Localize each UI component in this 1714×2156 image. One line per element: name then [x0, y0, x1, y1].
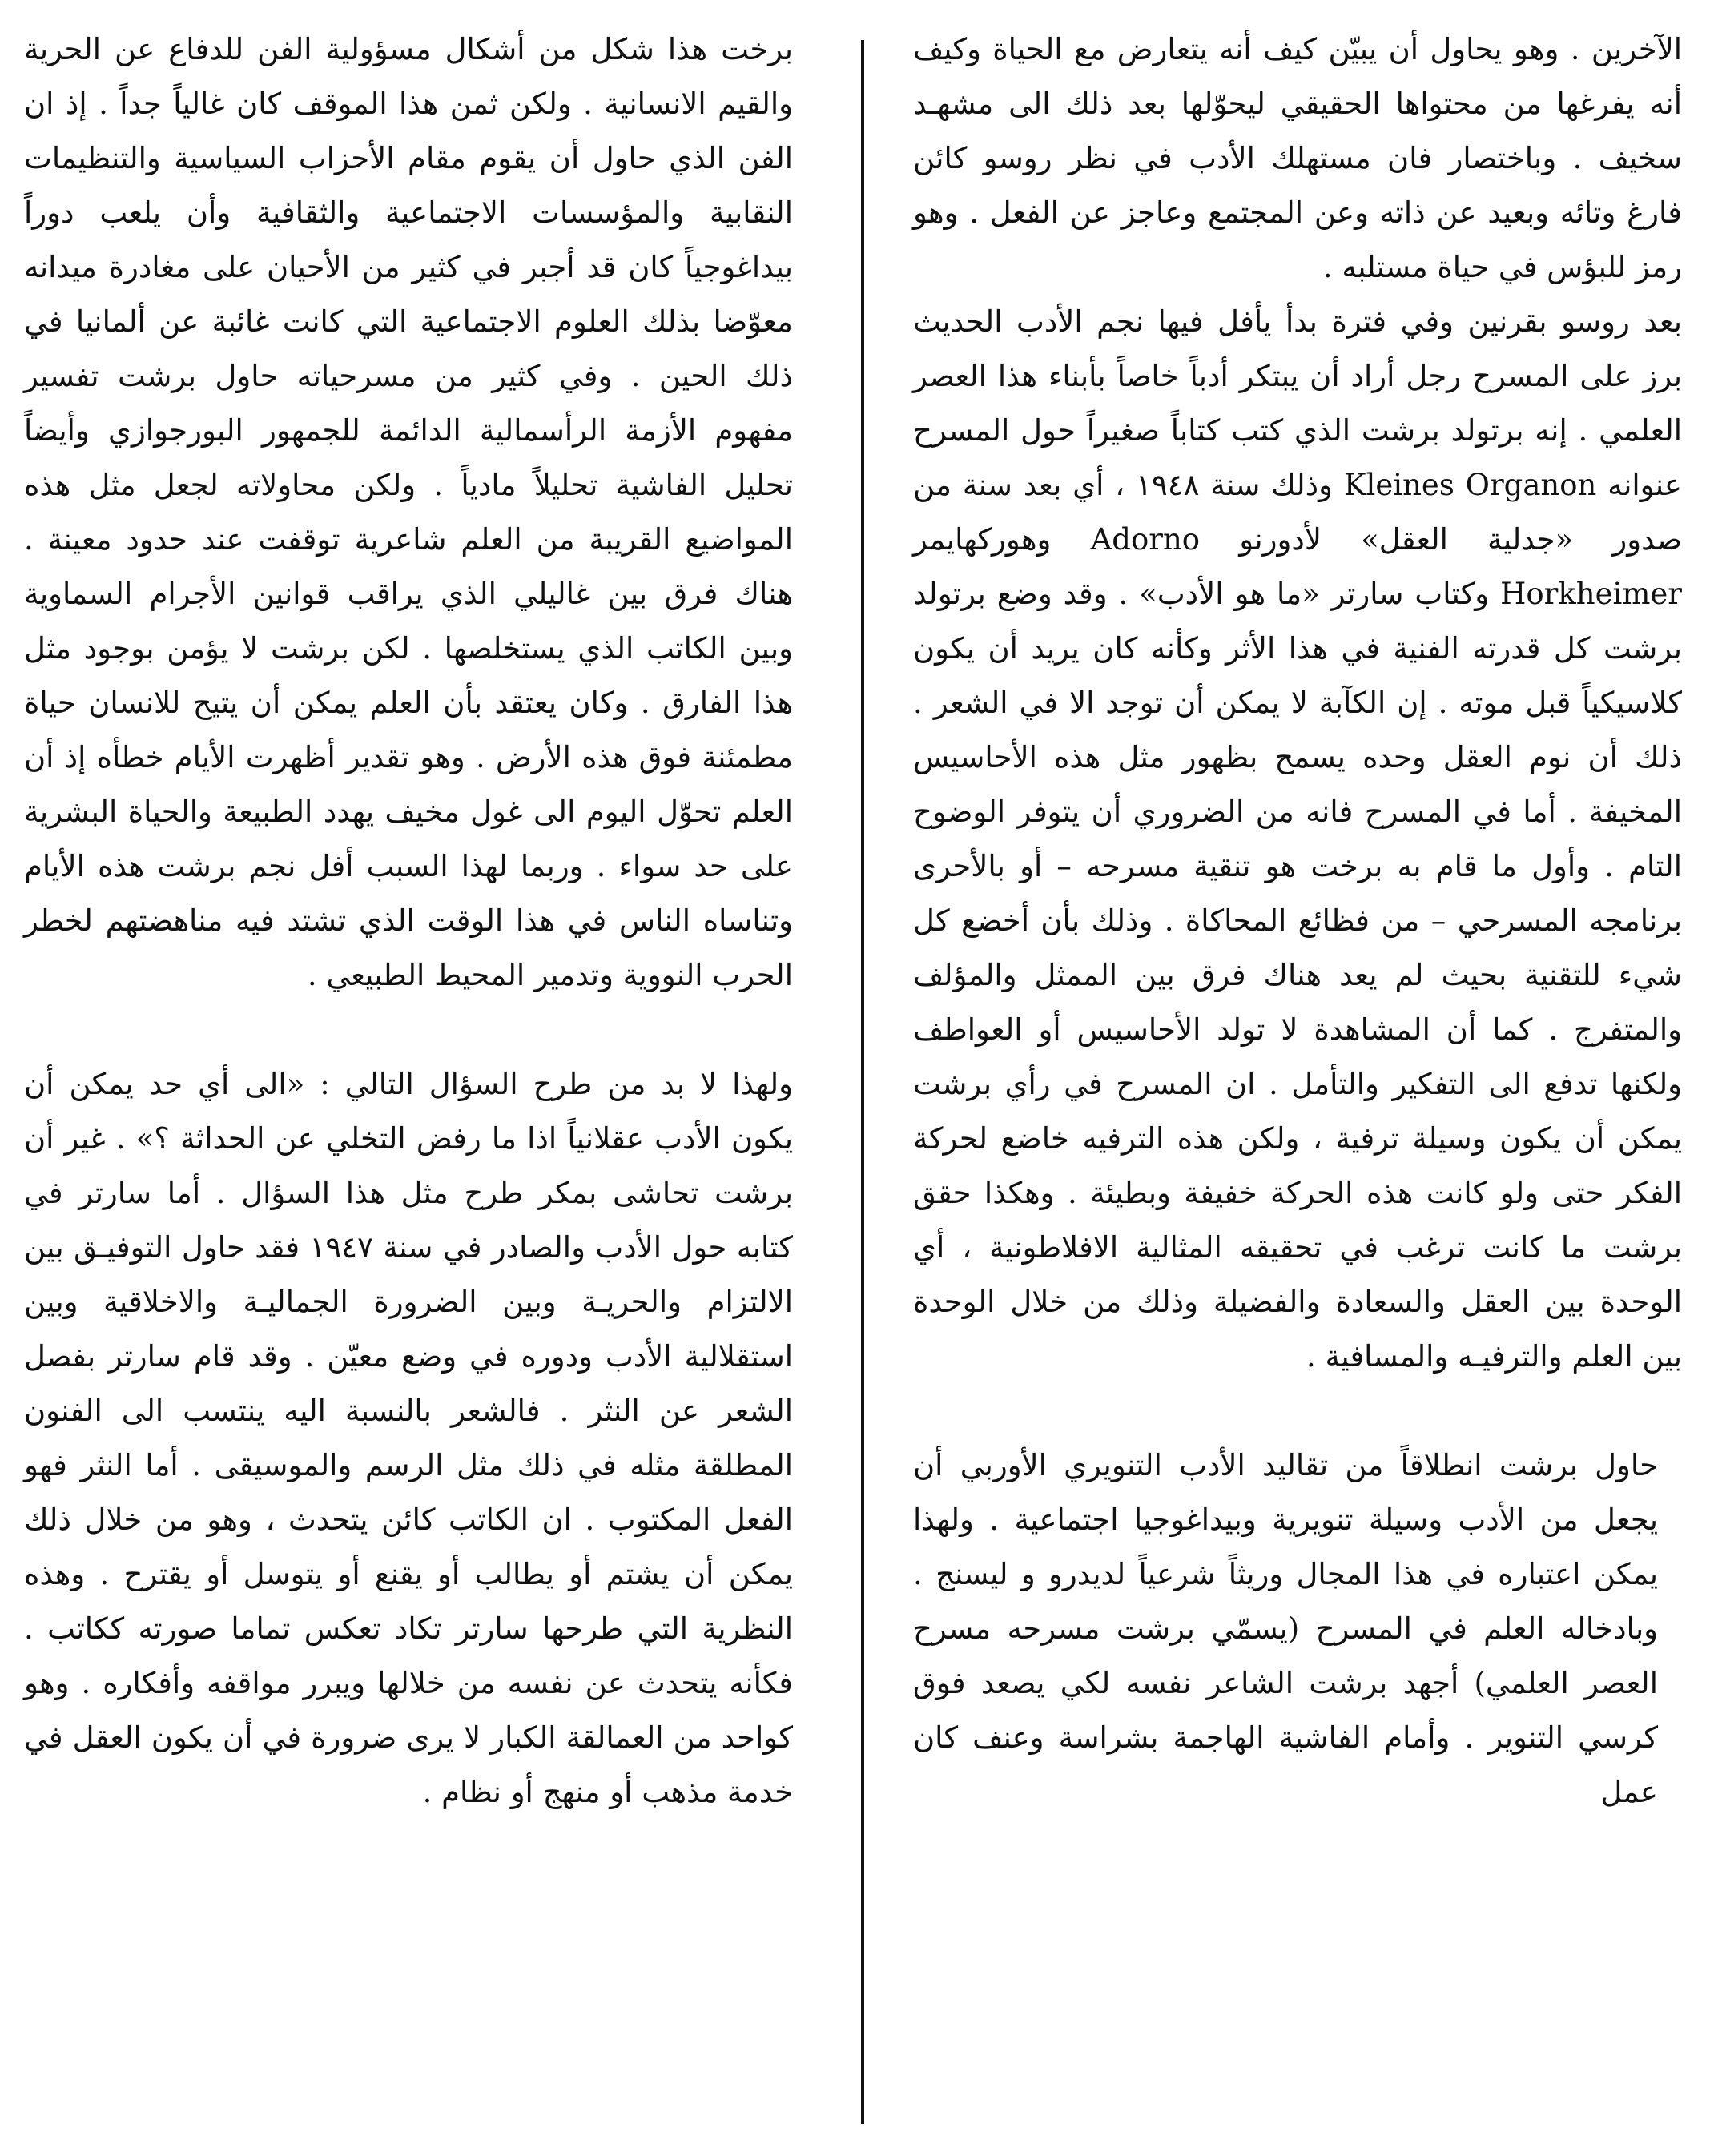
paragraph-brecht-enlightenment: حاول برشت انطلاقاً من تقاليد الأدب التنويري الأوربي أن يجعل من الأدب وسيلة تنويرية وبيداغوجيا اجتماعية . ولهذا يمكن اعتباره في هذا المجال وريثاً شرعياً لديدرو و ليسنج . وبادخاله العلم في المسرح (يسمّي برشت مسرحه مسرح العصر العلمي) أجهد برشت الشاعر نفسه لكي يصعد فوق كرسي التنوير . وأمام الفاشية الهاجمة بشراسة وعنف كان عمل — [913, 1448, 1658, 1809]
paragraph-sartre-literature: ولهذا لا بد من طرح السؤال التالي : «الى أي حد يمكن أن يكون الأدب عقلانياً اذا ما رفض التخلي عن الحداثة ؟» . غير أن برشت تحاشى بمكر طرح مثل هذا السؤال . أما سارتر في كتابه حول الأدب والصادر في سنة ١٩٤٧ فقد حاول التوفيـق بين الالتزام والحريـة وبين الضرورة الجماليـة والاخلاقية وبين استقلالية الأدب ودوره في وضع معيّن . وقد قام سارتر بفصل الشعر عن النثر . فالشعر بالنسبة اليه ينتسب الى الفنون المطلقة مثله في ذلك مثل الرسم والموسيقى . أما النثر فهو الفعل المكتوب . ان الكاتب كائن يتحدث ، وهو من خلال ذلك يمكن أن يشتم أو يطالب أو يقنع أو يتوسل أو يقترح . وهذه النظرية التي طرحها سارتر تكاد تعكس تماما صورته ككاتب . فكأنه يتحدث عن نفسه من خلالها ويبرر مواقفه وأفكاره . وهو كواحد من العمالقة الكبار لا يرى ضرورة في أن يكون العقل في خدمة مذهب أو منهج أو نظام . — [24, 1067, 793, 1809]
right-column — [913, 22, 1682, 1820]
left-column — [24, 22, 793, 1820]
paragraph-art-responsibility: برخت هذا شكل من أشكال مسؤولية الفن للدفاع عن الحرية والقيم الانسانية . ولكن ثمن هذا الموقف كان غالياً جداً . إذ ان الفن الذي حاول أن يقوم مقام الأحزاب السياسية والتنظيمات النقابية والمؤسسات الاجتماعية والثقافية وأن يلعب دوراً بيداغوجياً كان قد أجبر في كثير من الأحيان على مغادرة ميدانه معوّضا بذلك العلوم الاجتماعية التي كانت غائبة عن ألمانيا في ذلك الحين . وفي كثير من مسرحياته حاول برشت تفسير مفهوم الأزمة الرأسمالية الدائمة للجمهور البورجوازي وأيضاً تحليل الفاشية تحليلاً مادياً . ولكن محاولاته لجعل مثل هذه المواضيع القريبة من العلم شاعرية توقفت عند حدود معينة . هناك فرق بين غاليلي الذي يراقب قوانين الأجرام السماوية وبين الكاتب الذي يستخلصها . لكن برشت لا يؤمن بوجود مثل هذا الفارق . وكان يعتقد بأن العلم يمكن أن يتيح للانسان حياة مطمئنة فوق هذه الأرض . وهو تقدير أظهرت الأيام خطأه إذ أن العلم تحوّل اليوم الى غول مخيف يهدد الطبيعة والحياة البشرية على حد سواء . وربما لهذا السبب أفل نجم برشت هذه الأيام وتناساه الناس في هذا الوقت الذي تشتد فيه مناهضتهم لخطر الحرب النووية وتدمير المحيط الطبيعي . — [24, 32, 793, 992]
paragraph-brecht-organon: بعد روسو بقرنين وفي فترة بدأ يأفل فيها نجم الأدب الحديث برز على المسرح رجل أراد أن يبتكر أدباً خاصاً بأبناء هذا العصر العلمي . إنه برتولد برشت الذي كتب كتاباً صغيراً حول المسرح عنوانه Kleines Organon وذلك سنة ١٩٤٨ ، أي بعد سنة من صدور «جدلية العقل» لأدورنو Adorno وهوركهايمر Horkheimer وكتاب سارتر «ما هو الأدب» . وقد وضع برتولد برشت كل قدرته الفنية في هذا الأثر وكأنه كان يريد أن يكون كلاسيكياً قبل موته . إن الكآبة لا يمكن أن توجد الا في الشعر . ذلك أن نوم العقل وحده يسمح بظهور مثل هذه الأحاسيس المخيفة . أما في المسرح فانه من الضروري أن يتوفر الوضوح التام . وأول ما قام به برخت هو تنقية مسرحه – أو بالأحرى برنامجه المسرحي – من فظائع المحاكاة . وذلك بأن أخضع كل شيء للتقنية بحيث لم يعد هناك فرق بين الممثل والمؤلف والمتفرج . كما أن المشاهدة لا تولد الأحاسيس أو العواطف ولكنها تدفع الى التفكير والتأمل . ان المسرح في رأي برشت يمكن أن يكون وسيلة ترفية ، ولكن هذه الترفيه خاضع لحركة الفكر حتى ولو كانت هذه الحركة خفيفة وبطيئة . وهكذا حقق برشت ما كانت ترغب في تحقيقه المثالية الافلاطونية ، أي الوحدة بين العقل والسعادة والفضيلة وذلك من خلال الوحدة بين العلم والترفيـه والمسافية . — [913, 304, 1682, 1374]
paragraph-rousseau-reader: الآخرين . وهو يحاول أن يبيّن كيف أنه يتعارض مع الحياة وكيف أنه يفرغها من محتواها الحقيقي ليحوّلها بعد ذلك الى مشهـد سخيف . وباختصار فان مستهلك الأدب في نظر روسو كائن فارغ وتائه وبعيد عن ذاته وعن المجتمع وعاجز عن الفعل . وهو رمز للبؤس في حياة مستلبه . — [913, 32, 1682, 284]
column-divider — [861, 40, 864, 2124]
